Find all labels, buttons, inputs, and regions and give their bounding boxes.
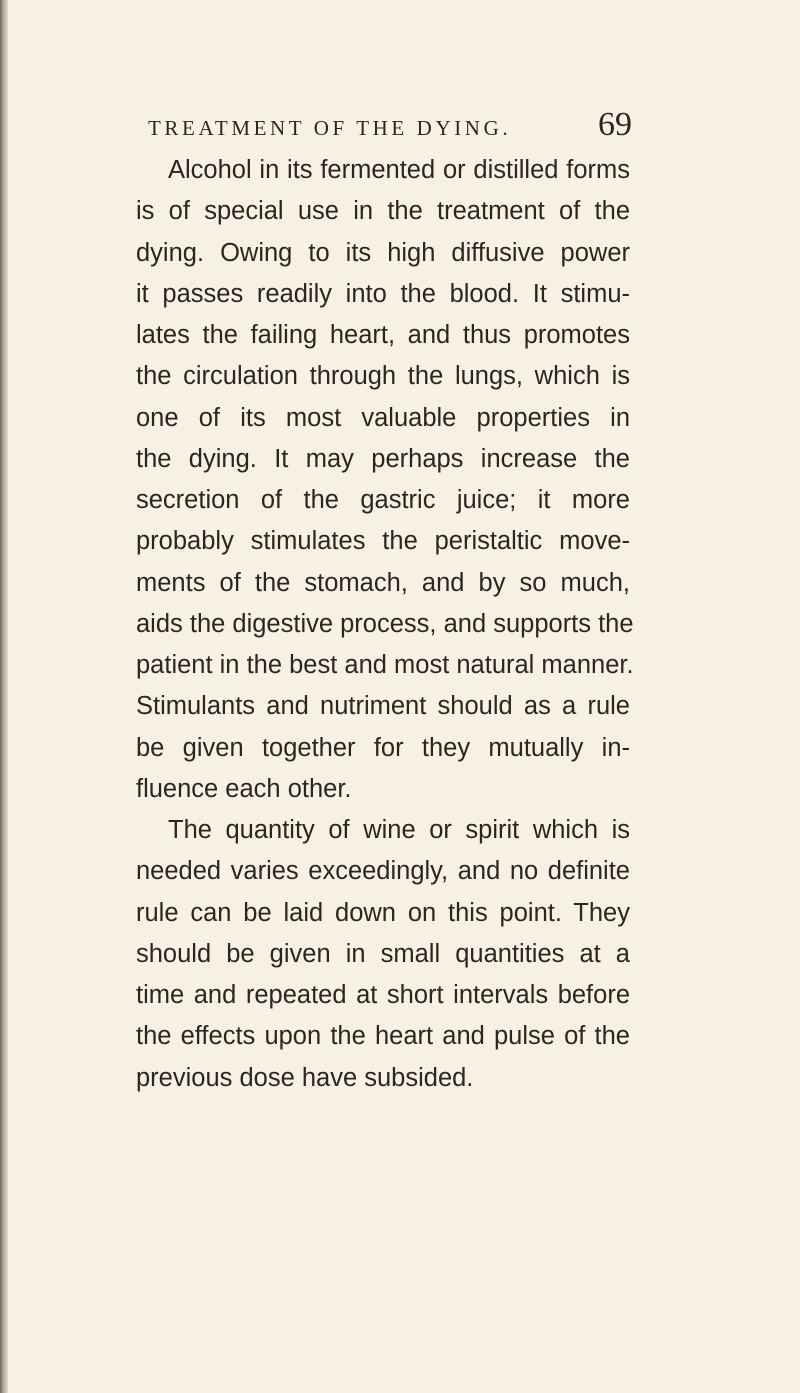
paragraph-1-line-8: the dying. It may perhaps increase the [136,444,630,473]
paragraph-2-line-1: The quantity of wine or spirit which is [168,816,630,844]
paragraph-2-line-2: needed varies exceedingly, and no definite [136,857,630,886]
paragraph-1-line-9: secretion of the gastric juice; it more [136,486,630,514]
paragraph-1-line-11: ments of the stomach, and by so much, [136,568,630,597]
paragraph-1-line-5: lates the failing heart, and thus promotes [136,321,630,349]
paragraph-2-line-7: previous dose have subsided. [136,1063,474,1092]
running-title: TREATMENT OF THE DYING. [148,116,512,140]
page-edge [0,0,8,1393]
paragraph-1-line-3: dying. Owing to its high diffusive power [136,238,630,267]
paragraph-1-line-1: Alcohol in its fermented or distilled forms [168,156,630,184]
paragraph-1-line-2: is of special use in the treatment of the [136,197,630,226]
paragraph-2-line-3: rule can be laid down on this point. They [136,898,630,927]
page-number: 69 [598,106,632,143]
paragraph-2-line-6: the effects upon the heart and pulse of the [136,1022,630,1051]
running-head [148,106,632,146]
paragraph-1-line-12: aids the digestive process, and supports the [136,609,634,638]
paragraph-1-line-13: patient in the best and most natural manner. [136,651,634,679]
paragraph-1-line-10: probably stimulates the peristaltic move- [136,527,630,556]
paragraph-1-line-15: be given together for they mutually in- [136,733,630,762]
paragraph-1-line-16: fluence each other. [136,774,352,803]
paragraph-1-line-7: one of its most valuable properties in [136,403,630,432]
paragraph-1-line-14: Stimulants and nutriment should as a rule [136,692,630,721]
paragraph-2-line-5: time and repeated at short intervals before [136,981,630,1009]
paragraph-2-line-4: should be given in small quantities at a [136,939,630,968]
paragraph-1-line-4: it passes readily into the blood. It stimu- [136,279,630,308]
paragraph-1-line-6: the circulation through the lungs, which is [136,362,630,391]
body-text [136,150,634,1099]
